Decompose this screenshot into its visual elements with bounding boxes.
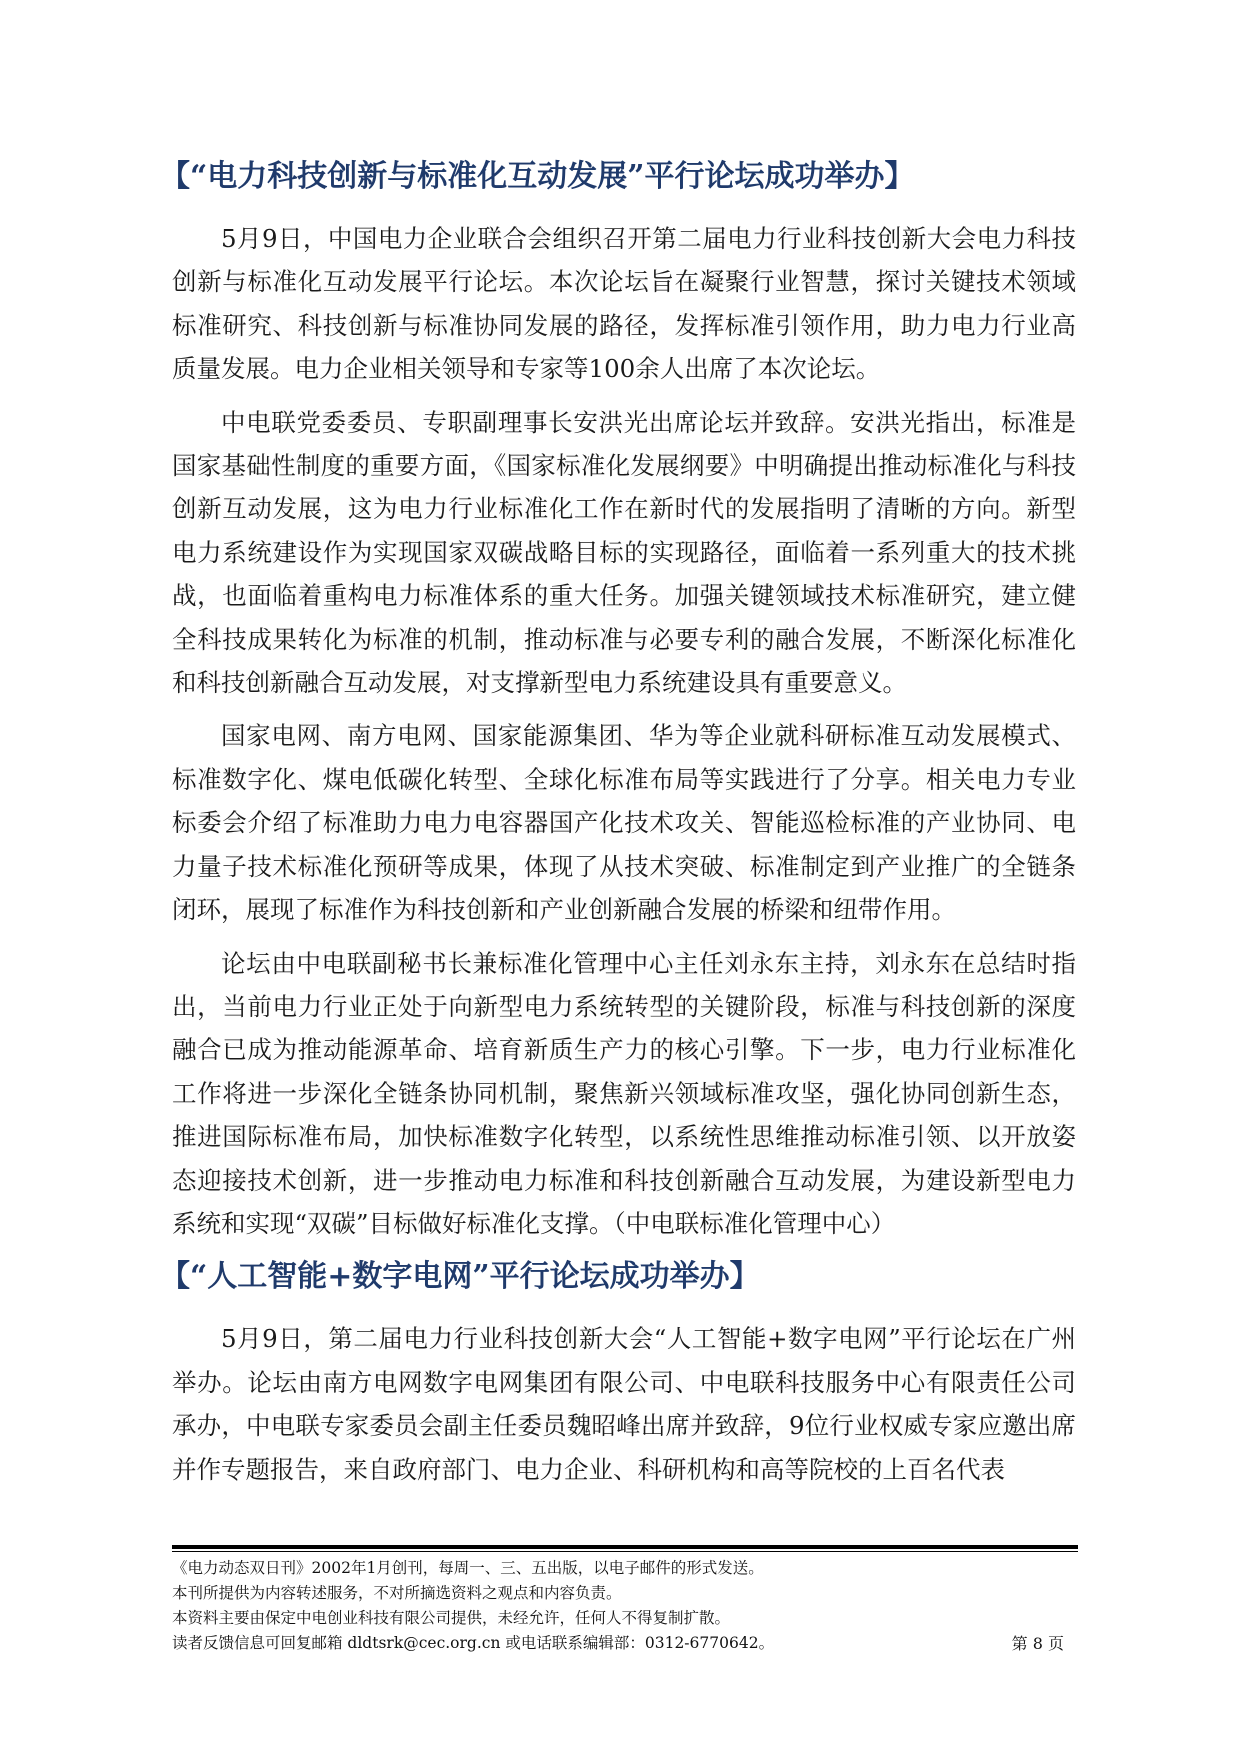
footer-line-2: 本刊所提供为内容转述服务，不对所摘选资料之观点和内容负责。 bbox=[172, 1584, 622, 1602]
footer-rule-thin bbox=[172, 1551, 1078, 1552]
article-1-paragraph-4: 论坛由中电联副秘书长兼标准化管理中心主任刘永东主持，刘永东在总结时指出，当前电力行业正处于向新型电力系统转型的关键阶段，标准与科技创新的深度融合已成为推动能源革命、培育新质生产力的核心引擎。下一步，电力行业标准化工作将进一步深化全链条协同机制，聚焦新兴领域标准攻坚，强化协同创新生态，推进国际标准布局，加快标准数字化转型，以系统性思维推动标准引领、以开放姿态迎接技术创新，进一步推动电力标准和科技创新融合互动发展，为建设新型电力系统和实现“双碳”目标做好标准化支撑。（中电联标准化管理中心） bbox=[172, 948, 1076, 1238]
main-content bbox=[160, 155, 1076, 1501]
article-1-paragraph-1: 5月9日，中国电力企业联合会组织召开第二届电力行业科技创新大会电力科技创新与标准化互动发展平行论坛。本次论坛旨在凝聚行业智慧，探讨关键技术领域标准研究、科技创新与标准协同发展的路径，发挥标准引领作用，助力电力行业高质量发展。电力企业相关领导和专家等100余人出席了本次论坛。 bbox=[172, 224, 1076, 384]
article-1-paragraph-3: 国家电网、南方电网、国家能源集团、华为等企业就科研标准互动发展模式、标准数字化、煤电低碳化转型、全球化标准布局等实践进行了分享。相关电力专业标委会介绍了标准助力电力电容器国产化技术攻关、智能巡检标准的产业协同、电力量子技术标准化预研等成果，体现了从技术突破、标准制定到产业推广的全链条闭环，展现了标准作为科技创新和产业创新融合发展的桥梁和纽带作用。 bbox=[172, 721, 1076, 925]
article-2-title: 【“人工智能+数字电网”平行论坛成功举办】 bbox=[160, 1259, 760, 1295]
footer-line-4: 读者反馈信息可回复邮箱 dldtsrk@cec.org.cn 或电话联系编辑部：0312-6770642。 bbox=[172, 1634, 775, 1652]
footer-line-1: 《电力动态双日刊》2002年1月创刊，每周一、三、五出版，以电子邮件的形式发送。 bbox=[172, 1559, 764, 1577]
article-1-title: 【“电力科技创新与标准化互动发展”平行论坛成功举办】 bbox=[160, 159, 915, 194]
article-1-paragraph-2: 中电联党委委员、专职副理事长安洪光出席论坛并致辞。安洪光指出，标准是国家基础性制度的重要方面，《国家标准化发展纲要》中明确提出推动标准化与科技创新互动发展，这为电力行业标准化工作在新时代的发展指明了清晰的方向。新型电力系统建设作为实现国家双碳战略目标的实现路径，面临着一系列重大的技术挑战，也面临着重构电力标准体系的重大任务。加强关键领域技术标准研究，建立健全科技成果转化为标准的机制，推动标准与必要专利的融合发展，不断深化标准化和科技创新融合互动发展，对支撑新型电力系统建设具有重要意义。 bbox=[172, 407, 1076, 698]
footer-line-3: 本资料主要由保定中电创业科技有限公司提供，未经允许，任何人不得复制扩散。 bbox=[172, 1609, 731, 1627]
footer-rule-thick bbox=[172, 1545, 1078, 1549]
article-2-paragraph-1: 5月9日，第二届电力行业科技创新大会“人工智能+数字电网”平行论坛在广州举办。论坛由南方电网数字电网集团有限公司、中电联科技服务中心有限责任公司承办，中电联专家委员会副主任委员魏昭峰出席并致辞，9位行业权威专家应邀出席并作专题报告，来自政府部门、电力企业、科研机构和高等院校的上百名代表 bbox=[172, 1324, 1076, 1484]
page-footer bbox=[172, 1556, 1078, 1656]
page-number: 第 8 页 bbox=[1011, 1634, 1064, 1653]
